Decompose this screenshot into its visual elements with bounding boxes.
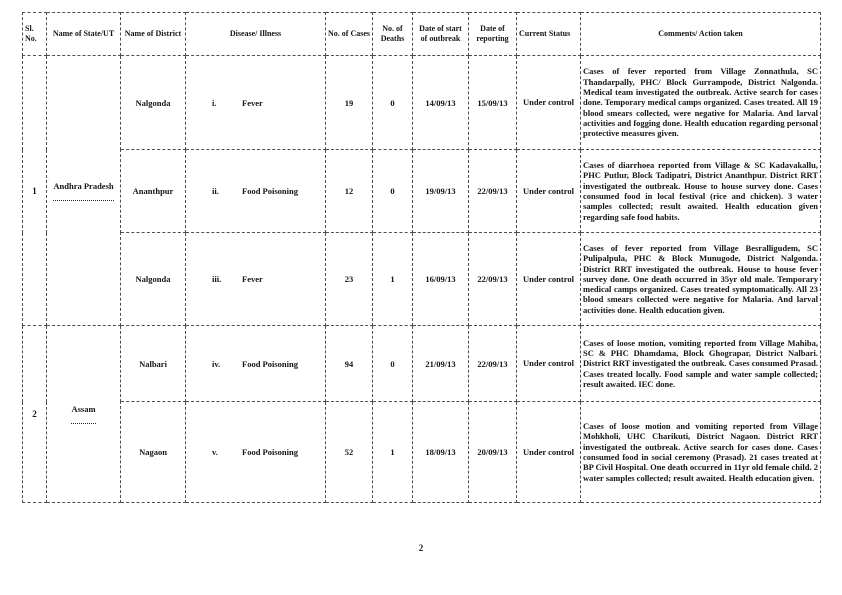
state-cell [47, 326, 121, 503]
table-row [23, 402, 821, 503]
cases-cell: 12 [326, 150, 373, 233]
reporting-date-cell: 22/09/13 [469, 150, 517, 233]
disease-name: Fever [242, 274, 263, 284]
col-header-reporting-date: Date of reporting [469, 13, 517, 56]
reporting-date-cell: 20/09/13 [469, 402, 517, 503]
disease-cell [186, 150, 326, 233]
reporting-date-cell: 22/09/13 [469, 326, 517, 402]
status-cell: Under control [517, 150, 581, 233]
district-cell: Nalbari [121, 326, 186, 402]
disease-name: Food Poisoning [242, 358, 298, 369]
sl-no-cell: 2 [23, 326, 47, 503]
reporting-date-cell: 15/09/13 [469, 56, 517, 150]
district-cell: Nalgonda [121, 233, 186, 326]
disease-cell [186, 326, 326, 402]
disease-cell [186, 233, 326, 326]
comments-cell: Cases of fever reported from Village Besralligudem, SC Pulipalpula, PHC & Block Munugode, District Nalgonda. District RRT investigated the outbreak. House to house fever survey done. One death occurred in 35yr old male. Temporary medical camps organized. Cases treated symptomatically. All 23 blood smears collected were negative for Malaria. And larval activities done. Health education given. [581, 233, 821, 326]
disease-number: ii. [212, 186, 219, 196]
table-row [23, 233, 821, 326]
cases-cell: 52 [326, 402, 373, 503]
deaths-cell: 0 [373, 326, 413, 402]
col-header-sl-no: Sl. No. [23, 13, 47, 56]
status-cell: Under control [517, 326, 581, 402]
col-header-comments: Comments/ Action taken [581, 13, 821, 56]
disease-cell [186, 56, 326, 150]
state-dotted-line [53, 200, 113, 201]
district-cell: Ananthpur [121, 150, 186, 233]
start-date-cell: 18/09/13 [413, 402, 469, 503]
disease-cell [186, 402, 326, 503]
table-header-row [23, 13, 821, 56]
cases-cell: 94 [326, 326, 373, 402]
comments-cell: Cases of diarrhoea reported from Village & SC Kadavakallu, PHC Putlur, Block Tadipatri, District Ananthpur. District RRT investigated the outbreak. House to house survey done. Cases consumed food in local festival (rice and chicken). 3 water samples collected; result awaited. Health education given regarding safe food habits. [581, 150, 821, 233]
col-header-state: Name of State/UT [47, 13, 121, 56]
cases-cell: 23 [326, 233, 373, 326]
col-header-district: Name of District [121, 13, 186, 56]
table-row [23, 326, 821, 402]
table-row [23, 56, 821, 150]
comments-cell: Cases of loose motion and vomiting reported from Village Mohkholi, UHC Charikuti, District Nagaon. District RRT investigated the outbreak. Active search for cases done. Cases consumed food in social ceremony (Prasad). 21 cases treated at BP Civil Hospital. One death occurred in 11yr old female child. 2 water samples collected; result awaited. Health education given. [581, 402, 821, 503]
deaths-cell: 0 [373, 56, 413, 150]
state-dotted-line [71, 423, 95, 424]
col-header-disease: Disease/ Illness [186, 13, 326, 56]
disease-number: v. [212, 447, 218, 457]
page-number: 2 [418, 543, 424, 553]
status-cell: Under control [517, 56, 581, 150]
disease-number: iv. [212, 358, 221, 369]
comments-cell: Cases of loose motion, vomiting reported from Village Mahiba, SC & PHC Dhamdama, Block Ghograpar, District Nalbari. District RRT investigated the outbreak. Cases consumed Prasad. Cases treated locally. Food sample and water sample collected; result awaited. IEC done. [581, 326, 821, 402]
reporting-date-cell: 22/09/13 [469, 233, 517, 326]
start-date-cell: 14/09/13 [413, 56, 469, 150]
start-date-cell: 16/09/13 [413, 233, 469, 326]
start-date-cell: 21/09/13 [413, 326, 469, 402]
deaths-cell: 1 [373, 402, 413, 503]
state-cell [47, 56, 121, 326]
disease-number: i. [212, 97, 217, 108]
deaths-cell: 0 [373, 150, 413, 233]
col-header-status: Current Status [517, 13, 581, 56]
disease-name: Fever [242, 97, 263, 108]
cases-cell: 19 [326, 56, 373, 150]
disease-name: Food Poisoning [242, 186, 298, 196]
col-header-cases: No. of Cases [326, 13, 373, 56]
status-cell: Under control [517, 233, 581, 326]
outbreak-table [22, 12, 821, 503]
disease-number: iii. [212, 274, 222, 284]
district-cell: Nalgonda [121, 56, 186, 150]
state-name: Assam [71, 404, 96, 414]
start-date-cell: 19/09/13 [413, 150, 469, 233]
deaths-cell: 1 [373, 233, 413, 326]
disease-name: Food Poisoning [242, 447, 298, 457]
sl-no-cell: 1 [23, 56, 47, 326]
status-cell: Under control [517, 402, 581, 503]
comments-cell: Cases of fever reported from Village Zonnathula, SC Thandarpally, PHC/ Block Gurrampode, District Nalgonda. Medical team investigated the outbreak. Active search for cases done. Temporary medical camps organized. Cases treated. All 19 blood smears collected, were negative for Malaria. And larval activities and fogging done. Health education regarding personal protective measures given. [581, 56, 821, 150]
col-header-start-date: Date of start of outbreak [413, 13, 469, 56]
table-row [23, 150, 821, 233]
district-cell: Nagaon [121, 402, 186, 503]
state-name: Andhra Pradesh [53, 180, 114, 191]
col-header-deaths: No. of Deaths [373, 13, 413, 56]
